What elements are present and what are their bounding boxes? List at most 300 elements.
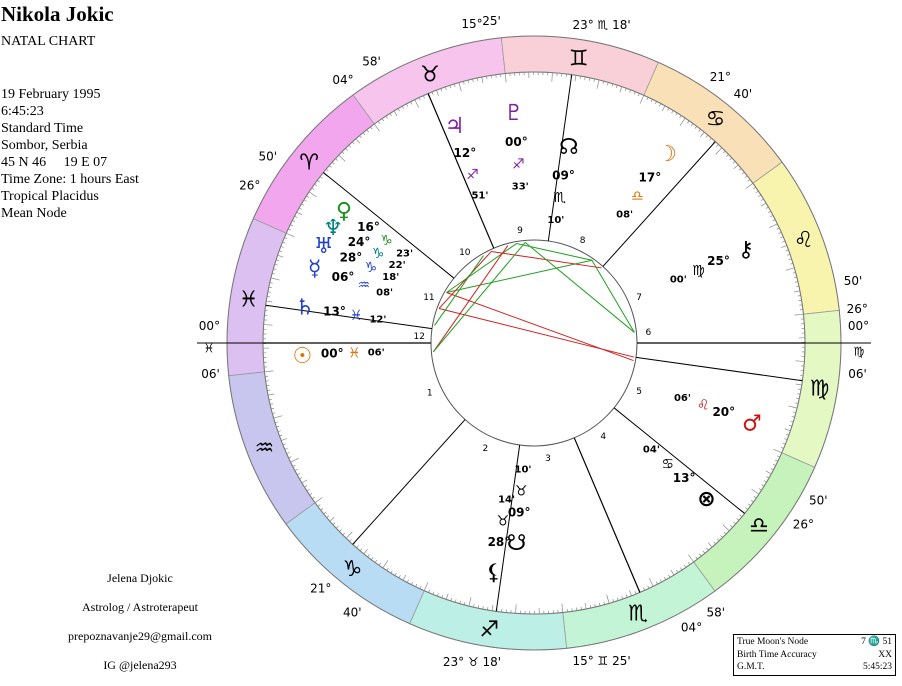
degree-tick: [368, 554, 370, 556]
degree-tick: [492, 605, 493, 611]
planet-sign-icon: ♌: [696, 397, 710, 414]
degree-tick: [622, 596, 623, 599]
degree-tick: [304, 200, 307, 202]
degree-tick: [766, 477, 769, 478]
credits: [40, 564, 240, 680]
degree-tick: [356, 139, 360, 144]
degree-tick: [599, 603, 600, 606]
degree-tick: [648, 586, 649, 589]
degree-tick: [374, 124, 379, 131]
degree-tick: [486, 76, 487, 79]
part-of-fortune-icon: ⊗: [697, 487, 716, 513]
degree-tick: [742, 172, 744, 174]
libra-sign-icon: ♎: [749, 513, 769, 539]
planet-degree: 28°: [339, 250, 363, 265]
degree-tick: [318, 505, 320, 507]
cusp-label: 21°: [310, 581, 332, 596]
degree-tick: [691, 123, 693, 125]
degree-tick: [672, 110, 674, 113]
legend-label: G.M.T.: [737, 662, 765, 672]
degree-tick: [291, 458, 299, 462]
sagittarius-sign-icon: ♐: [479, 617, 500, 643]
degree-tick: [342, 152, 344, 154]
degree-tick: [265, 371, 274, 372]
planet-minutes: 23': [396, 248, 414, 260]
house-number-3: 3: [545, 454, 551, 465]
degree-tick: [671, 570, 674, 575]
aquarius-sign-icon: ♒: [254, 436, 275, 462]
degree-tick: [649, 578, 653, 586]
house-number-9: 9: [517, 225, 523, 236]
house-cusp-labels: [199, 14, 869, 669]
legend-value: XX: [878, 649, 892, 660]
virgo-sign-icon: ♍: [809, 376, 830, 402]
degree-tick: [647, 97, 648, 100]
planet-minutes: 22': [388, 260, 406, 271]
degree-tick: [659, 103, 660, 106]
house-number-2: 2: [482, 444, 489, 455]
degree-tick: [307, 489, 310, 491]
degree-tick: [386, 116, 388, 119]
planet-minutes: 06': [673, 393, 691, 405]
degree-tick: [721, 535, 723, 537]
coordinates: 45 N 46 19 E 07: [1, 155, 108, 170]
degree-tick: [786, 434, 789, 435]
degree-tick: [343, 533, 345, 535]
cusp-label: 40': [733, 87, 753, 102]
birth-time: 6:45:23: [1, 104, 44, 119]
node-type: Mean Node: [1, 206, 67, 221]
degree-tick: [402, 106, 403, 109]
degree-tick: [346, 532, 352, 538]
degree-tick: [708, 543, 712, 548]
degree-tick: [684, 565, 686, 567]
degree-tick: [269, 399, 272, 400]
degree-tick: [360, 549, 362, 551]
degree-tick: [460, 601, 461, 604]
degree-tick: [394, 111, 397, 116]
degree-tick: [612, 84, 613, 87]
author-role: Astrolog / Astroterapeut: [82, 600, 198, 614]
house-number-12: 12: [413, 331, 426, 342]
degree-tick: [379, 563, 381, 565]
degree-tick: [487, 607, 488, 610]
planet-minutes: 06': [367, 347, 385, 359]
planet-degree: 13°: [672, 471, 696, 486]
degree-tick: [419, 98, 420, 101]
legend-row: [737, 661, 892, 674]
degree-tick: [478, 605, 479, 608]
author-email[interactable]: prepoznavanje29@gmail.com: [68, 629, 212, 643]
degree-tick: [270, 282, 273, 283]
cusp-label: 40': [342, 605, 362, 620]
cusp-label: 15° ♊ 25': [572, 653, 631, 668]
degree-tick: [349, 145, 351, 147]
aspect-line: [525, 242, 634, 332]
cusp-label: 50': [808, 493, 828, 508]
degree-tick: [279, 251, 282, 252]
degree-tick: [748, 504, 750, 506]
legend-row: [737, 636, 892, 649]
degree-tick: [781, 245, 787, 247]
author-instagram[interactable]: IG @jelena293: [103, 658, 177, 672]
degree-tick: [788, 406, 797, 408]
degree-tick: [382, 119, 384, 121]
degree-tick: [406, 104, 407, 107]
degree-tick: [733, 161, 735, 163]
degree-tick: [607, 82, 608, 85]
degree-tick: [293, 465, 296, 466]
degree-tick: [320, 177, 322, 179]
birth-info: [1, 86, 139, 222]
house-number-6: 6: [645, 327, 652, 338]
degree-tick: [314, 184, 316, 186]
degree-tick: [745, 508, 747, 510]
house-numbers: [414, 226, 652, 464]
scorpio-sign-icon: ♏: [628, 601, 648, 627]
degree-tick: [281, 246, 284, 247]
planet-sign-icon: ♑: [364, 259, 378, 276]
degree-tick: [756, 191, 758, 193]
degree-tick: [278, 431, 281, 432]
degree-tick: [680, 568, 682, 571]
degree-tick: [745, 176, 747, 178]
degree-tick: [585, 603, 586, 609]
degree-tick: [797, 394, 800, 395]
cusp-label: 04°: [680, 620, 703, 635]
degree-tick: [562, 604, 563, 613]
degree-tick: [326, 169, 328, 171]
degree-tick: [730, 158, 732, 160]
degree-tick: [668, 575, 670, 578]
degree-tick: [594, 79, 595, 82]
uranus-icon: ♅: [313, 233, 334, 259]
planet-degree: 13°: [323, 304, 346, 319]
degree-tick: [357, 546, 359, 548]
degree-tick: [781, 237, 784, 238]
leo-sign-icon: ♌: [793, 227, 814, 253]
degree-tick: [789, 425, 792, 426]
degree-tick: [781, 447, 784, 448]
aries-sign-icon: ♈: [299, 150, 319, 176]
planet-sign-icon: ♋: [661, 456, 675, 473]
cusp-label: 58': [706, 605, 726, 620]
degree-tick: [333, 523, 335, 525]
mercury-icon: ☿: [307, 256, 322, 282]
degree-tick: [676, 570, 678, 573]
degree-tick: [302, 480, 307, 483]
degree-tick: [432, 92, 433, 95]
degree-tick: [575, 75, 576, 81]
degree-tick: [283, 444, 286, 445]
degree-tick: [581, 607, 582, 610]
degree-tick: [304, 485, 307, 487]
degree-tick: [552, 73, 553, 82]
degree-tick: [315, 497, 322, 502]
planet-minutes: 08': [376, 287, 394, 299]
degree-tick: [436, 90, 438, 96]
degree-tick: [276, 426, 279, 427]
degree-tick: [416, 584, 417, 587]
aspect-lines: [433, 242, 634, 360]
planet-degree: 06°: [331, 270, 355, 285]
degree-tick: [375, 560, 377, 562]
degree-tick: [477, 78, 478, 81]
aspect-line: [516, 244, 591, 261]
cusp-label: 26°: [846, 302, 868, 317]
house-number-4: 4: [600, 431, 607, 442]
degree-tick: [464, 602, 465, 605]
planet-degree: 12°: [453, 146, 477, 161]
degree-tick: [603, 81, 604, 84]
degree-tick: [317, 180, 319, 182]
degree-tick: [773, 220, 776, 221]
neptune-icon: ♆: [323, 216, 343, 241]
degree-tick: [505, 74, 506, 83]
degree-tick: [626, 595, 627, 598]
degree-tick: [297, 473, 300, 474]
degree-tick: [268, 394, 274, 395]
pluto-icon: ♇: [503, 100, 524, 126]
degree-tick: [268, 292, 271, 293]
planet-minutes: 14': [498, 494, 516, 506]
degree-tick: [709, 138, 711, 140]
degree-tick: [310, 493, 312, 495]
birth-place: Sombor, Serbia: [1, 138, 88, 153]
degree-tick: [297, 212, 302, 215]
degree-tick: [275, 264, 278, 265]
degree-tick: [309, 192, 316, 197]
legend-label: Birth Time Accuracy: [737, 649, 817, 660]
degree-tick: [411, 102, 412, 105]
degree-tick: [777, 228, 780, 229]
degree-tick: [473, 604, 474, 607]
degree-tick: [332, 162, 334, 164]
degree-tick: [761, 203, 766, 206]
degree-tick: [726, 154, 728, 156]
aspect-line: [439, 308, 634, 357]
degree-tick: [312, 497, 314, 499]
planet-sign-icon: ♍: [692, 262, 705, 279]
house-number-5: 5: [636, 386, 642, 397]
degree-tick: [468, 80, 469, 83]
house-cusp-5: [614, 408, 745, 514]
house-number-7: 7: [636, 293, 642, 304]
house-number-11: 11: [423, 293, 435, 304]
degree-tick: [764, 481, 767, 483]
degree-tick: [271, 278, 280, 280]
degree-tick: [714, 542, 716, 544]
planet-sign-icon: ♒: [357, 277, 371, 294]
degree-tick: [783, 443, 786, 444]
degree-tick: [723, 525, 729, 531]
degree-tick: [607, 595, 609, 604]
degree-tick: [771, 468, 774, 469]
degree-tick: [390, 113, 392, 116]
chiron-icon: ⚷: [737, 237, 755, 263]
degree-tick: [655, 101, 656, 104]
degree-tick: [700, 132, 704, 137]
degree-tick: [759, 195, 762, 197]
degree-tick: [585, 77, 586, 80]
degree-tick: [740, 515, 742, 517]
degree-tick: [359, 136, 361, 138]
planet-sign-icon: ♏: [553, 190, 566, 207]
degree-tick: [299, 208, 302, 209]
pisces-sign-icon: ♓: [238, 287, 259, 313]
degree-tick: [787, 254, 790, 255]
cusp-label: 58': [362, 54, 381, 69]
degree-tick: [371, 127, 373, 129]
degree-tick: [746, 183, 753, 188]
degree-tick: [625, 88, 626, 91]
degree-tick: [300, 477, 303, 479]
degree-tick: [483, 606, 484, 609]
planet-sign-icon: ♓: [347, 345, 361, 362]
degree-tick: [312, 188, 314, 190]
house-system: Tropical Placidus: [1, 189, 99, 204]
degree-tick: [769, 224, 777, 228]
degree-tick: [336, 526, 338, 528]
degree-tick: [324, 512, 326, 514]
cusp-label: 26°: [792, 517, 815, 532]
planet-sign-icon: ♉: [496, 513, 510, 530]
degree-tick: [796, 384, 802, 385]
planet-minutes: 04': [642, 444, 660, 456]
degree-tick: [699, 129, 701, 131]
degree-tick: [796, 286, 799, 287]
degree-tick: [463, 81, 464, 84]
planet-degree: 25°: [707, 253, 730, 268]
author-name: Jelena Djokic: [107, 571, 173, 585]
degree-tick: [630, 90, 631, 93]
degree-tick: [699, 554, 701, 556]
planet-sign-icon: ♉: [514, 483, 528, 500]
degree-tick: [766, 471, 771, 474]
degree-tick: [454, 84, 455, 87]
degree-tick: [383, 560, 388, 567]
degree-tick: [330, 517, 335, 521]
degree-tick: [264, 325, 273, 326]
planet-degree: 28°: [487, 534, 511, 549]
degree-tick: [737, 518, 739, 520]
degree-tick: [274, 416, 283, 418]
planet-degree: 00°: [320, 346, 344, 361]
planet-degree: 09°: [507, 505, 531, 520]
cusp-label: 23° ♉ 18': [442, 655, 502, 670]
degree-tick: [288, 229, 291, 230]
house-number-10: 10: [459, 248, 471, 259]
degree-tick: [617, 598, 618, 601]
planet-degree: 20°: [712, 405, 736, 420]
degree-tick: [793, 412, 796, 413]
planet-sign-icon: ♑: [371, 246, 385, 262]
cusp-label: 25': [482, 13, 501, 28]
degree-tick: [775, 460, 778, 461]
degree-tick: [270, 404, 273, 405]
center-circle: [431, 240, 637, 446]
degree-tick: [473, 79, 474, 82]
cusp-label: 50': [843, 273, 863, 288]
degree-tick: [306, 196, 309, 198]
degree-tick: [782, 241, 785, 242]
degree-tick: [411, 582, 412, 585]
degree-tick: [716, 148, 722, 154]
degree-tick: [391, 571, 393, 574]
degree-tick: [433, 592, 434, 595]
degree-tick: [276, 260, 279, 261]
planet-sign-icon: ♓: [349, 307, 363, 324]
degree-tick: [407, 580, 408, 583]
degree-tick: [790, 263, 793, 264]
degree-tick: [441, 89, 442, 92]
degree-tick: [688, 562, 690, 564]
degree-tick: [398, 109, 400, 112]
degree-tick: [751, 500, 753, 502]
house-number-1: 1: [426, 388, 433, 399]
degree-tick: [680, 118, 685, 125]
degree-tick: [668, 108, 669, 111]
degree-tick: [272, 273, 275, 274]
south-node-icon: ☋: [506, 531, 527, 557]
cusp-label: 06': [848, 367, 867, 382]
degree-tick: [371, 557, 373, 559]
degree-tick: [294, 216, 297, 217]
house-number-8: 8: [579, 235, 586, 246]
planet-minutes: 08': [616, 209, 634, 221]
planet-degree: 17°: [638, 170, 662, 185]
house-cusp-2: [353, 420, 465, 545]
degree-tick: [794, 291, 800, 292]
time-zone: Time Zone: 1 hours East: [1, 172, 139, 187]
degree-tick: [696, 557, 698, 559]
degree-tick: [595, 604, 596, 607]
degree-tick: [676, 113, 678, 116]
degree-tick: [284, 238, 287, 239]
degree-tick: [451, 598, 452, 601]
cusp-label: 50': [258, 149, 278, 164]
degree-tick: [730, 525, 732, 527]
degree-tick: [640, 95, 644, 103]
degree-tick: [613, 599, 614, 602]
degree-tick: [290, 225, 293, 226]
degree-tick: [754, 496, 756, 498]
degree-tick: [770, 215, 773, 216]
degree-tick: [415, 100, 419, 108]
degree-tick: [795, 403, 798, 404]
degree-tick: [779, 232, 782, 233]
degree-tick: [707, 548, 709, 550]
degree-tick: [604, 602, 605, 605]
planet-sign-icon: ♑: [380, 232, 393, 249]
degree-tick: [620, 87, 622, 93]
planet-sign-icon: ♐: [466, 166, 479, 183]
planet-minutes: 18': [382, 272, 400, 284]
degree-tick: [283, 242, 286, 243]
planet-minutes: 10': [514, 464, 532, 476]
planet-degree: 16°: [357, 220, 380, 235]
degree-tick: [292, 220, 295, 221]
degree-tick: [792, 416, 795, 417]
degree-tick: [662, 106, 665, 111]
cusp-label: ♍: [853, 344, 865, 359]
planet-minutes: 10': [547, 214, 565, 226]
degree-tick: [739, 168, 741, 170]
house-cusp-6: [636, 357, 802, 380]
cusp-label: ♓: [203, 341, 215, 356]
venus-icon: ♀: [335, 198, 353, 224]
degree-tick: [442, 595, 443, 598]
